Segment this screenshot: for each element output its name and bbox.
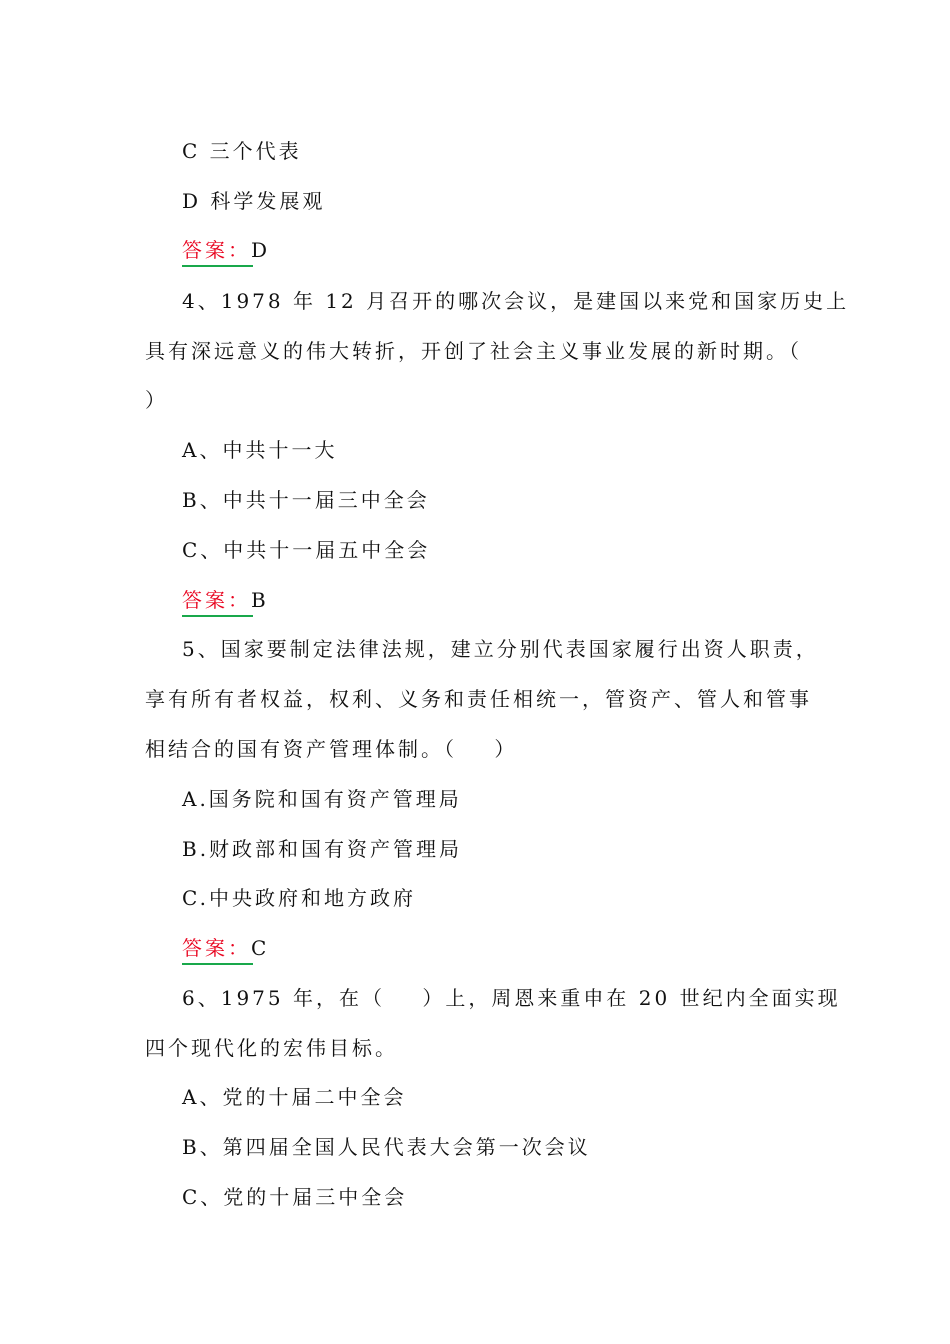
q3-option-d: D 科学发展观 [182, 189, 326, 213]
answer-label: 答案： [182, 936, 251, 960]
q5-option-a: A.国务院和国有资产管理局 [182, 787, 462, 811]
q3-answer [182, 236, 270, 264]
q4-stem-line-2: 具有深远意义的伟大转折，开创了社会主义事业发展的新时期。（ [145, 339, 802, 363]
q5-stem-line-2: 享有所有者权益，权利、义务和责任相统一，管资产、管人和管事 [145, 687, 812, 711]
q6-stem-line-1: 6、1975 年，在（ ）上，周恩来重申在 20 世纪内全面实现 [182, 986, 841, 1010]
q3-option-c: C 三个代表 [182, 139, 302, 163]
q4-stem-line-1: 4、1978 年 12 月召开的哪次会议，是建国以来党和国家历史上 [182, 289, 850, 313]
q6-stem-line-2: 四个现代化的宏伟目标。 [145, 1036, 398, 1060]
answer-label: 答案： [182, 588, 251, 612]
answer-label: 答案： [182, 238, 251, 262]
answer-value: C [251, 936, 270, 960]
q6-option-b: B、第四届全国人民代表大会第一次会议 [182, 1135, 591, 1159]
q4-option-a: A、中共十一大 [182, 438, 338, 462]
q5-stem-line-1: 5、国家要制定法律法规，建立分别代表国家履行出资人职责， [182, 637, 819, 661]
q5-answer [182, 934, 269, 962]
q5-option-c: C.中央政府和地方政府 [182, 886, 416, 910]
q6-option-c: C、党的十届三中全会 [182, 1185, 408, 1209]
q6-option-a: A、党的十届二中全会 [182, 1085, 407, 1109]
q4-option-c: C、中共十一届五中全会 [182, 538, 431, 562]
q4-answer [182, 586, 269, 614]
q5-option-b: B.财政部和国有资产管理局 [182, 837, 463, 861]
q5-stem-line-3: 相结合的国有资产管理体制。（ ） [145, 737, 518, 761]
answer-value: D [251, 238, 271, 262]
q4-stem-line-3: ） [145, 388, 168, 412]
answer-value: B [251, 588, 269, 612]
q4-option-b: B、中共十一届三中全会 [182, 488, 430, 512]
